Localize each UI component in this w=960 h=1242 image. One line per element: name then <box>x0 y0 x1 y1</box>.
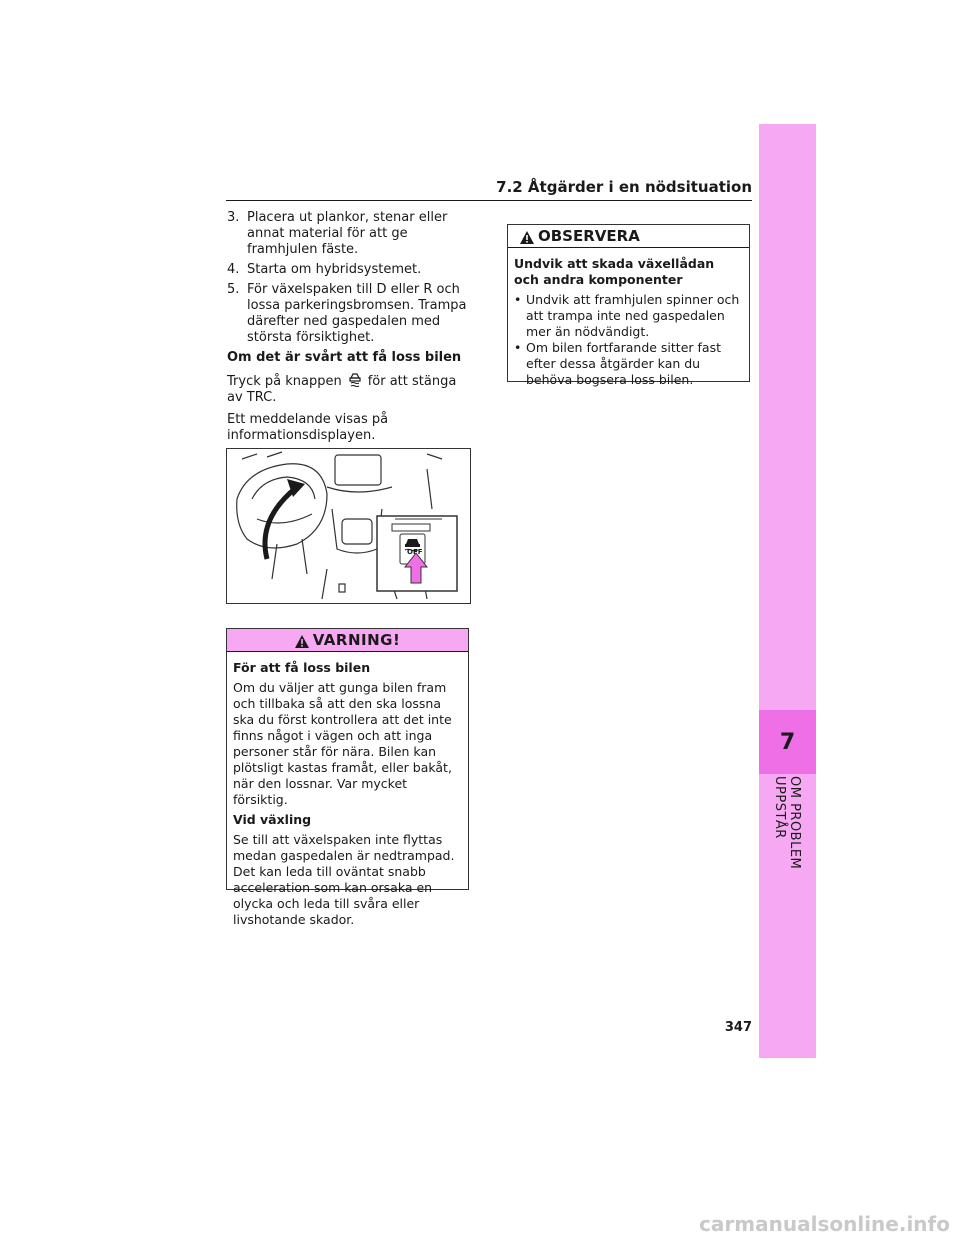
bullet-dot: • <box>514 292 522 307</box>
section-header: 7.2 Åtgärder i en nödsituation <box>226 178 752 201</box>
step-text: Placera ut plankor, stenar eller annat material för att ge framhjulen fäste. <box>247 210 448 257</box>
notice-box <box>507 224 750 387</box>
trc-off-icon <box>348 372 362 388</box>
instruction-text-before: Tryck på knappen <box>227 374 342 389</box>
notice-bullet <box>514 292 743 340</box>
step-number: 5. <box>227 282 240 297</box>
subheading: Om det är svårt att få loss bilen <box>227 350 462 365</box>
warning-triangle-icon <box>295 634 309 647</box>
notice-bullet <box>514 340 743 388</box>
step-4 <box>227 262 471 278</box>
trc-off-button-label: OFF <box>407 548 423 556</box>
info-paragraph: Ett meddelande visas på informationsdisplayen. <box>227 412 389 443</box>
step-5 <box>227 282 471 346</box>
page-number: 347 <box>724 1020 752 1035</box>
left-column <box>227 210 471 450</box>
notice-triangle-icon <box>520 230 534 243</box>
step-number: 4. <box>227 262 240 277</box>
warning-title: VARNING! <box>312 631 401 649</box>
dashboard-illustration <box>226 448 471 604</box>
step-3 <box>227 210 471 258</box>
notice-title-bar <box>508 225 749 248</box>
step-number: 3. <box>227 210 240 225</box>
notice-title: OBSERVERA <box>538 227 640 245</box>
warning-body <box>227 652 468 936</box>
instruction-text-after: för att stänga av TRC. <box>227 374 457 405</box>
step-text: Starta om hybridsystemet. <box>247 262 422 277</box>
instruction-paragraph <box>227 372 471 406</box>
notice-body <box>508 248 749 392</box>
chapter-number-tab[interactable]: 7 <box>759 710 816 774</box>
step-text: För växelspaken till D eller R och lossa parkeringsbromsen. Trampa därefter ned gaspedalen med största försiktighet. <box>247 282 467 345</box>
watermark: carmanualsonline.info <box>699 1212 950 1236</box>
warning-box <box>226 628 469 927</box>
warning-heading-2: Vid växling <box>233 812 312 827</box>
warning-text-1: Om du väljer att gunga bilen fram och tillbaka så att den ska lossna ska du först kontrollera att det inte finns något i vägen och att inga personer står för nära. Bilen kan plötsligt kastas framåt, eller bakåt, när den lossnar. Var mycket försiktig. <box>233 680 452 807</box>
dashboard-drawing <box>227 449 470 603</box>
notice-heading: Undvik att skada växellådan och andra komponenter <box>514 256 715 287</box>
warning-text-2: Se till att växelspaken inte flyttas medan gaspedalen är nedtrampad. Det kan leda till oväntat snabb acceleration som kan orsaka en olycka och leda till svåra eller livshotande skador. <box>233 832 455 927</box>
warning-title-bar <box>227 629 468 652</box>
warning-heading-1: För att få loss bilen <box>233 660 371 675</box>
chapter-title-vertical: OM PROBLEM UPPSTÅR <box>772 776 802 870</box>
notice-bullet-text: Undvik att framhjulen spinner och att trampa inte ned gaspedalen mer än nödvändigt. <box>526 292 740 339</box>
bullet-dot: • <box>514 340 522 355</box>
notice-bullet-text: Om bilen fortfarande sitter fast efter dessa åtgärder kan du behöva bogsera loss bilen. <box>526 340 721 387</box>
